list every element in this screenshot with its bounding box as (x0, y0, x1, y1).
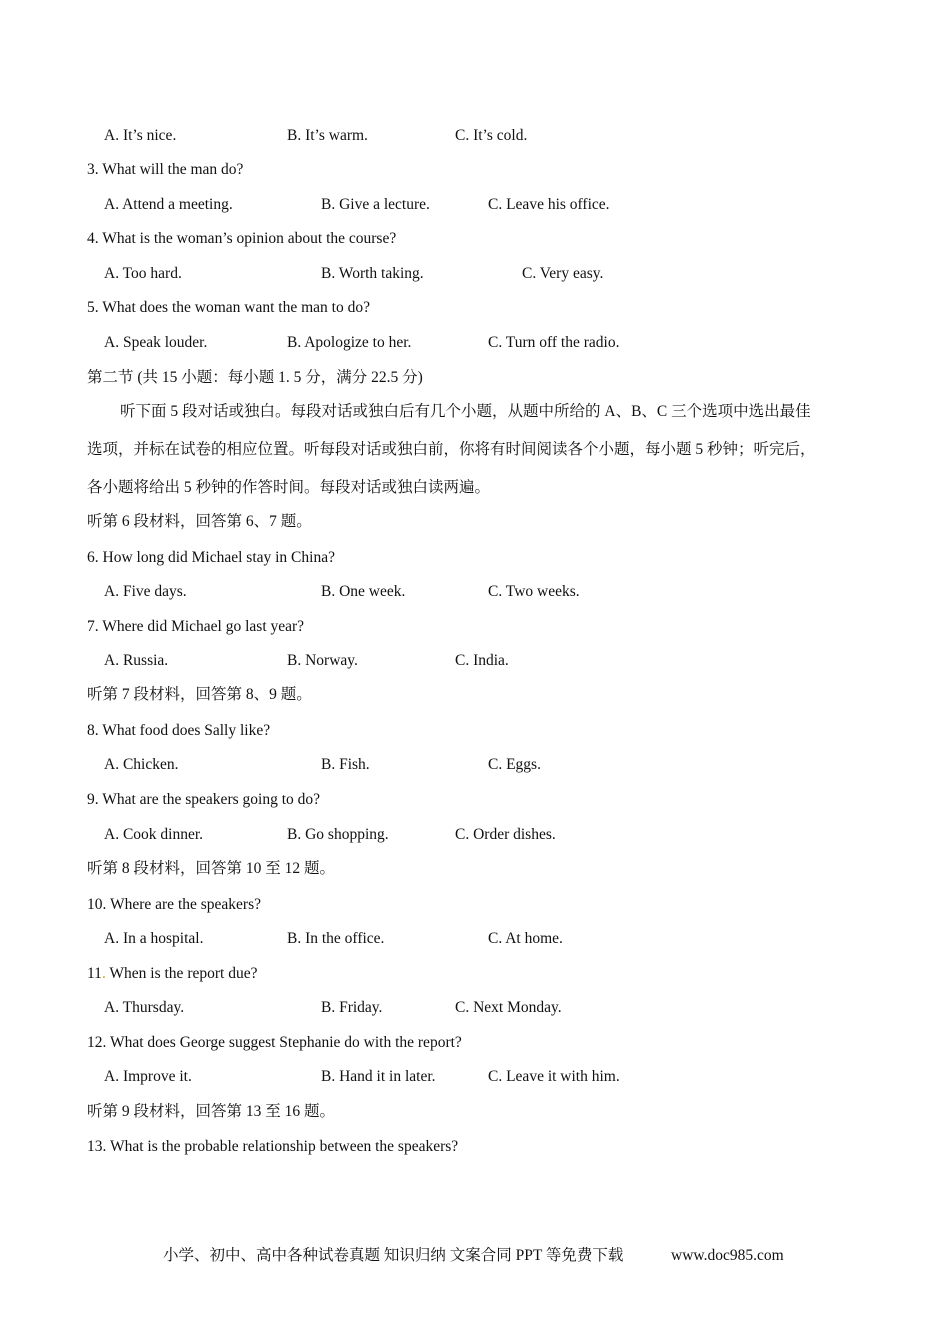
material-6-heading: 听第 6 段材料，回答第 6、7 题。 (87, 513, 312, 530)
q11-number-dot: . (101, 965, 106, 982)
q8-option-c: C. Eggs. (488, 756, 541, 773)
q10-option-c: C. At home. (488, 930, 563, 947)
q5-stem: 5. What does the woman want the man to do? (87, 299, 370, 316)
q11-option-c: C. Next Monday. (455, 999, 562, 1016)
q6-stem: 6. How long did Michael stay in China? (87, 549, 335, 566)
q12-stem: 12. What does George suggest Stephanie do with the report? (87, 1034, 462, 1051)
q4-option-c: C. Very easy. (522, 265, 604, 282)
q9-option-b: B. Go shopping. (287, 826, 389, 843)
q3-option-b: B. Give a lecture. (321, 196, 430, 213)
q5-option-a: A. Speak louder. (104, 334, 208, 351)
q3-option-c: C. Leave his office. (488, 196, 610, 213)
q2-option-a: A. It’s nice. (104, 127, 177, 144)
q3-stem: 3. What will the man do? (87, 161, 244, 178)
material-8-heading: 听第 8 段材料，回答第 10 至 12 题。 (87, 860, 336, 877)
q5-option-b: B. Apologize to her. (287, 334, 412, 351)
q8-option-a: A. Chicken. (104, 756, 179, 773)
q7-option-c: C. India. (455, 652, 509, 669)
q7-option-a: A. Russia. (104, 652, 169, 669)
material-7-heading: 听第 7 段材料，回答第 8、9 题。 (87, 686, 312, 703)
q3-option-a: A. Attend a meeting. (104, 196, 233, 213)
material-9-heading: 听第 9 段材料，回答第 13 至 16 题。 (87, 1103, 336, 1120)
q7-option-b: B. Norway. (287, 652, 358, 669)
q4-stem: 4. What is the woman’s opinion about the course? (87, 230, 397, 247)
q10-option-a: A. In a hospital. (104, 930, 204, 947)
q10-stem: 10. Where are the speakers? (87, 896, 261, 913)
q11-number: 11 (87, 965, 102, 982)
footer-url[interactable]: www.doc985.com (671, 1247, 784, 1264)
q6-option-b: B. One week. (321, 583, 406, 600)
q9-option-c: C. Order dishes. (455, 826, 556, 843)
q13-stem: 13. What is the probable relationship between the speakers? (87, 1138, 459, 1155)
q10-option-b: B. In the office. (287, 930, 385, 947)
q4-option-b: B. Worth taking. (321, 265, 424, 282)
q4-option-a: A. Too hard. (104, 265, 182, 282)
section2-heading: 第二节 (共 15 小题：每小题 1. 5 分，满分 22.5 分) (87, 369, 423, 386)
q5-option-c: C. Turn off the radio. (488, 334, 620, 351)
q11-question: When is the report due? (105, 965, 258, 982)
section2-instructions-line2: 选项，并标在试卷的相应位置。听每段对话或独白前，你将有时间阅读各个小题，每小题 5 秒钟；听完后， (87, 441, 816, 458)
q6-option-a: A. Five days. (104, 583, 187, 600)
q2-option-b: B. It’s warm. (287, 127, 368, 144)
section2-instructions-line1: 听下面 5 段对话或独白。每段对话或独白后有几个小题，从题中所给的 A、B、C 三个选项中选出最佳 (120, 403, 811, 420)
q9-stem: 9. What are the speakers going to do? (87, 791, 320, 808)
q12-option-b: B. Hand it in later. (321, 1068, 436, 1085)
q9-option-a: A. Cook dinner. (104, 826, 204, 843)
q7-stem: 7. Where did Michael go last year? (87, 618, 305, 635)
q12-option-a: A. Improve it. (104, 1068, 192, 1085)
q8-option-b: B. Fish. (321, 756, 370, 773)
section2-instructions-line3: 各小题将给出 5 秒钟的作答时间。每段对话或独白读两遍。 (87, 479, 491, 496)
q11-stem (87, 964, 257, 984)
q2-option-c: C. It’s cold. (455, 127, 528, 144)
q11-option-a: A. Thursday. (104, 999, 185, 1016)
q6-option-c: C. Two weeks. (488, 583, 580, 600)
q8-stem: 8. What food does Sally like? (87, 722, 271, 739)
q11-option-b: B. Friday. (321, 999, 383, 1016)
footer-text: 小学、初中、高中各种试卷真题 知识归纳 文案合同 PPT 等免费下载 (163, 1247, 624, 1264)
q12-option-c: C. Leave it with him. (488, 1068, 620, 1085)
